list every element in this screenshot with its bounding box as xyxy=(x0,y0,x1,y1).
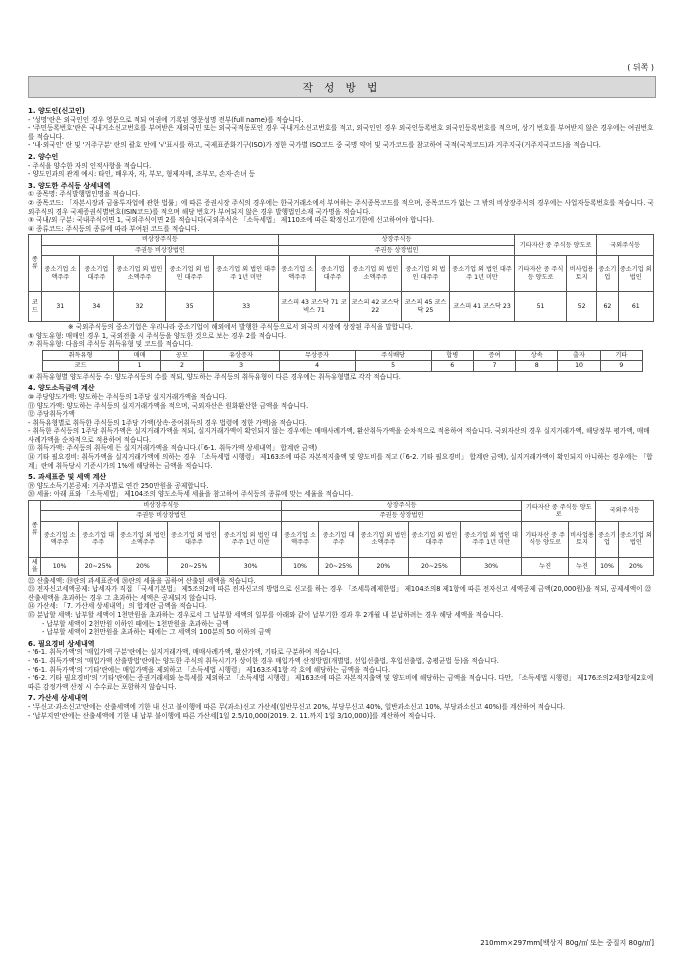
table-cell: 20~25% xyxy=(319,557,359,575)
table-cell: 20% xyxy=(118,557,168,575)
acquisition-type-table xyxy=(42,350,643,372)
table-cell: 7 xyxy=(473,361,515,371)
section-5-line: - 납부할 세액이 2천만원 이하인 때에는 1천만원을 초과하는 금액 xyxy=(42,619,229,628)
table-cell: 주권등 비상장법인 xyxy=(41,245,278,255)
section-6-title: 6. 필요경비 상세내역 xyxy=(28,639,95,648)
table-cell: 20% xyxy=(618,557,653,575)
table-cell: 비사업용 토지 xyxy=(568,521,595,557)
table-cell: 코스피 42 코스닥 22 xyxy=(349,292,401,322)
section-3-title: 3. 양도한 주식등 상세내역 xyxy=(28,181,111,190)
table-cell: 3 xyxy=(203,361,279,371)
table-cell: 중소기업 대주주 xyxy=(319,521,359,557)
table-cell: 중소기업 외 법인 소액주주 xyxy=(349,256,401,292)
table-cell: 51 xyxy=(514,292,566,322)
section-7-title: 7. 가산세 상세내역 xyxy=(28,694,88,703)
section-3-line: ① 종목명: 주식발행법인명을 적습니다. xyxy=(28,190,141,199)
section-5-line: ㉟ 분납할 세액: 납부할 세액이 1천만원을 초과하는 경우로서 그 납부할 세액의 일부를 아래와 같이 납부기한 경과 후 2개월 내 분납하려는 경우 해당 세액을 적습니다. xyxy=(28,611,504,620)
table-cell: 20~25% xyxy=(168,557,220,575)
table-cell: 중소기업 외 법인 대주주 xyxy=(408,521,460,557)
table-cell: 62 xyxy=(597,292,618,322)
section-4-line: ⑩ 주당양도가액: 양도하는 주식등의 1주당 실지거래가액을 적습니다. xyxy=(28,392,227,401)
section-6-line: - '6-1. 취득가액'의 '매입가액 구분'란에는 실지거래가액, 매매사례가액, 환산가액, 기타로 구분하여 적습니다. xyxy=(28,648,341,657)
table-cell: 기타자산 중 주식등 양도로 xyxy=(514,235,596,256)
table-cell: 61 xyxy=(618,292,653,322)
table-cell: 주권등 비상장법인 xyxy=(41,511,281,521)
table-cell: 주권등 상장법인 xyxy=(281,511,521,521)
table-cell: 상장주식등 xyxy=(279,235,515,245)
section-4-line: ⑪ 양도가액: 양도하는 주식등의 실지거래가액을 적으며, 국외자산은 원화환산한 금액을 적습니다. xyxy=(28,401,309,410)
table-cell: 2 xyxy=(161,361,203,371)
table-cell: 기타자산 중 주식등 양도로 xyxy=(522,521,569,557)
table-cell: 10% xyxy=(596,557,619,575)
section-1-line: - '내·외국인' 란 및 '거주구분' 란의 괄호 안에 '√'표시를 하고, 국제표준화기구(ISO)가 정한 국가별 ISO코드 중 국명 약어 및 국가코드를 참고하여 국적(국적코드)과 거주지국(거주지국코드)을 적습니다. xyxy=(28,141,601,150)
table-cell: 32 xyxy=(113,292,165,322)
table-cell: 종류 xyxy=(29,501,41,558)
table-cell: 1 xyxy=(119,361,161,371)
section-2-line: - 주식을 양수한 자의 인적사항을 적습니다. xyxy=(28,161,152,170)
table-cell: 증여 xyxy=(473,350,515,360)
table-cell: 기타자산 중 주식등 양도로 xyxy=(522,501,596,522)
table-cell: 중소기업 외 법인 대주주 1년 미만 xyxy=(220,521,281,557)
table-cell: 6 xyxy=(431,361,473,371)
table-cell: 중소기업 소액주주 xyxy=(41,521,78,557)
tax-rate-table xyxy=(28,500,654,576)
table-cell: 10 xyxy=(558,361,600,371)
table-cell: 매매 xyxy=(119,350,161,360)
section-5-line: ㉓ 전자신고세액공제: 납세자가 직접 「국세기본법」 제5조의2에 따른 전자신고의 방법으로 신고를 하는 경우 「조세특례제한법」 제104조의8 제1항에 따른 전자신고 세액공제 금액(20,000원)을 적되, 공제세액이 ㉒산출세액을 초과하는 경우 그 초과하는 세액은 공제되지 않습니다. xyxy=(28,585,652,602)
section-1-line: - '성명'란은 외국인인 경우 영문으로 적되 여권에 기록된 영문성명 전부(full name)를 적습니다. xyxy=(28,115,304,124)
section-7-line: - '무신고·과소신고'란에는 산출세액에 기한 내 신고 불이행에 따른 무(과소)신고 가산세(일반무신고 20%, 부당무신고 40%, 일반과소신고 10%, 부당과소신고 40%)를 계산하여 적습니다. xyxy=(28,702,566,711)
table-cell: 비상장주식등 xyxy=(41,235,278,245)
table-cell: 주식배당 xyxy=(355,350,431,360)
table-cell: 20% xyxy=(358,557,408,575)
section-1-title: 1. 양도인(신고인) xyxy=(28,107,85,115)
table-cell: 30% xyxy=(460,557,521,575)
instructions-body xyxy=(28,104,654,720)
table-cell: 종류 xyxy=(29,235,42,292)
table-cell: 중소기업 소액주주 xyxy=(281,521,318,557)
table-cell: 중소기업 외 법인 대주주 xyxy=(168,521,220,557)
section-5-line: ⑳ 세율: 아래 표와 「소득세법」 제104조의 양도소득세 세율을 참고하여 주식등의 종류에 맞는 세율을 적습니다. xyxy=(28,490,354,499)
table-cell: 코스피 43 코스닥 71 코넥스 71 xyxy=(279,292,350,322)
section-5-line: - 납부할 세액이 2천만원을 초과하는 때에는 그 세액의 100분의 50 이하의 금액 xyxy=(42,628,271,637)
table-cell: 31 xyxy=(41,292,79,322)
section-4-line: - 취득한 주식등의 1주당 취득가액은 실지거래가액을 적되, 실지거래가액이 확인되지 않는 경우에는 매매사례가액, 환산취득가액을 순차적으로 적용하여 적습니다. 국외자산의 경우 실지거래가액, 해당정부 평가액, 매매사례가액을 순차적으로 적용하여 적습니다. xyxy=(28,427,650,444)
table-cell: 중소기업 대주주 xyxy=(79,256,113,292)
table-cell: 10% xyxy=(281,557,318,575)
table-cell: 중소기업 외 법인 xyxy=(618,521,653,557)
table-cell: 코스피 45 코스닥 25 xyxy=(401,292,449,322)
paper-spec-footer: 210mm×297mm[백상지 80g/㎡ 또는 중질지 80g/㎡] xyxy=(480,939,654,947)
section-4-title: 4. 양도소득금액 계산 xyxy=(28,384,95,393)
table-cell: 5 xyxy=(355,361,431,371)
table-cell: 취득유형 xyxy=(43,350,119,360)
table-cell: 8 xyxy=(516,361,558,371)
table-cell: 기타 xyxy=(600,350,642,360)
table-cell: 중소기업 외 법인 소액주주 xyxy=(113,256,165,292)
back-side-mark: ( 뒤쪽 ) xyxy=(627,63,654,72)
section-5-line: ㉒ 산출세액: ⑲란의 과세표준에 ⑳란의 세율을 곱하여 산출된 세액을 적습니다. xyxy=(28,576,256,585)
table-cell: 비상장주식등 xyxy=(41,501,281,511)
table-cell: 중소기업 xyxy=(597,256,618,292)
table-cell: 20~25% xyxy=(78,557,118,575)
section-6-line: - '6-2. 기타 필요경비'의 '기타'란에는 증권거래세와 농특세를 제외하고 「소득세법 시행령」 제163조에 따른 자본적지출액 및 양도비에 해당하는 금액을 적습니다. 다만, 「소득세법 시행령」 제176조의2제3항제2호에 따른 감정가액 산정 시 수수료는 포함하지 않습니다. xyxy=(28,674,656,691)
section-6-line: - '6-1. 취득가액'의 '매입가액 산출방법'란에는 양도한 주식의 취득시기가 상이한 경우 매입가액 산정방법(개별법, 선입선출법, 후입선출법, 총평균법 등)을 적습니다. xyxy=(28,657,499,665)
table-cell: 중소기업 대주주 xyxy=(78,521,118,557)
table-cell: 유상증자 xyxy=(203,350,279,360)
table-cell: 합병 xyxy=(431,350,473,360)
table-cell: 비사업용 토지 xyxy=(567,256,597,292)
table-cell: 코드 xyxy=(43,361,119,371)
table-cell: 공모 xyxy=(161,350,203,360)
table-cell: 35 xyxy=(165,292,213,322)
section-3-line: ③ 국내/외 구분: 국내주식이면 1, 국외주식이면 2를 적습니다(국외주식은 「소득세법」 제110조에 따른 확정신고기한에 신고하여야 합니다). xyxy=(28,216,434,225)
table-cell: 코드 xyxy=(29,292,42,322)
section-4-line: ⑫ 주당취득가액 xyxy=(28,410,75,419)
table-cell: 상속 xyxy=(516,350,558,360)
section-2-line: - 양도인과의 관계 예시: 타인, 배우자, 자, 부모, 형제자매, 조부모, 손자·손녀 등 xyxy=(28,170,256,179)
section-5-title: 5. 과세표준 및 세액 계산 xyxy=(28,473,107,482)
page-title: 작 성 방 법 xyxy=(28,76,656,98)
table-cell: 33 xyxy=(214,292,279,322)
section-3-line: ② 종목코드: 「자본시장과 금융투자업에 관한 법률」에 따른 증권시장 주식의 경우에는 한국거래소에서 부여하는 주식종목코드를 적으며, 종목코드가 없는 그 밖의 비상장주식의 경우에는 사업자등록번호를 적습니다. 국외주식의 경우 국제증권식별번호(ISIN코드)를 적으며 해당 번호가 부여되지 않은 경우 발행법인소재 국가명을 적습니다. xyxy=(28,198,654,216)
table-cell: 20~25% xyxy=(408,557,460,575)
table-cell: 중소기업 외 법인 대주주 1년 미만 xyxy=(450,256,515,292)
table-cell: 누진 xyxy=(568,557,595,575)
table-cell: 중소기업 대주주 xyxy=(316,256,349,292)
table-cell: 중소기업 외 법인 소액주주 xyxy=(358,521,408,557)
table-cell: 중소기업 외 법인 대주주 xyxy=(401,256,449,292)
table-cell: 상장주식등 xyxy=(281,501,521,511)
stock-type-code-table xyxy=(28,234,654,322)
section-3-line: ⑧ 취득유형별 양도주식등 수: 양도주식등의 수를 적되, 양도하는 주식등의 취득유형이 다른 경우에는 취득유형별로 각각 적습니다. xyxy=(28,372,401,381)
table-cell: 국외주식등 xyxy=(596,501,654,522)
section-4-line: - 취득유형별로 취득한 주식등의 1주당 가액(상속·증여취득의 경우 법령에 정한 가액)을 적습니다. xyxy=(28,418,307,427)
table-cell: 코스피 41 코스닥 23 xyxy=(450,292,515,322)
table-cell: 중소기업 소액주주 xyxy=(41,256,79,292)
table-cell: 10% xyxy=(41,557,78,575)
table-cell: 중소기업 외 법인 xyxy=(618,256,653,292)
table-cell: 무상증자 xyxy=(279,350,355,360)
section-1-line: - '주민등록번호'란은 국내거소신고번호를 부여받은 재외국민 또는 외국국적동포인 경우 국내거소신고번호를 적고, 외국인인 경우 외국인등록번호 외국인등록번호를 적으며, 상기 번호를 부여받지 않은 경우에는 여권번호를 적습니다. xyxy=(28,124,654,141)
table-cell: 국외주식등 xyxy=(597,235,654,256)
table-cell: 출자 xyxy=(558,350,600,360)
section-3-line: ⑤ 양도유형: 매매인 경우 1, 국외전출 시 주식등을 양도한 것으로 보는 경우 2를 적습니다. xyxy=(28,331,287,340)
section-4-line: ⑭ 기타 필요경비: 취득가액을 실지거래가액에 의하는 경우 「소득세법 시행령」 제163조에 따른 자본적지출액 및 양도비를 적고 (「6-2. 기타 필요경비」 합계란 금액), 실지거래가액이 확인되지 아니하는 경우에는 「합계」란에 취득당시 기준시가의 1%에 해당하는 금액을 적습니다. xyxy=(28,453,653,470)
section-5-line: ㉞ 가산세: 「7. 가산세 상세내역」의 합계란 금액을 적습니다. xyxy=(28,602,207,611)
section-3-line: ⑦ 취득유형: 다음의 주식등 취득유형 및 코드를 적습니다. xyxy=(28,340,194,349)
section-6-line: - '6-1. 취득가액'의 '기타'란에는 매입가액을 제외하고 「소득세법 시행령」 제163조제1항 각 호에 해당하는 금액을 적습니다. xyxy=(28,665,391,674)
section-3-line: ④ 종류코드: 주식등의 종류에 따라 부여된 코드를 적습니다. xyxy=(28,224,200,233)
table-cell: 34 xyxy=(79,292,113,322)
table-cell: 기타자산 중 주식등 양도로 xyxy=(514,256,566,292)
section-5-line: ⑲ 양도소득기본공제: 거주자별로 연간 250만원을 공제합니다. xyxy=(28,481,209,490)
table-cell: 9 xyxy=(600,361,642,371)
table-cell: 중소기업 외 법인 대주주 1년 미만 xyxy=(214,256,279,292)
section-4-line: ⑬ 취득가액: 주식등의 취득에 든 실지거래가액을 적습니다.(「6-1. 취득가액 상세내역」 합계란 금액) xyxy=(28,444,318,453)
table-cell: 누진 xyxy=(522,557,569,575)
table-cell: 중소기업 외 법인 대주주 xyxy=(165,256,213,292)
section-7-line: - '납부지연'란에는 산출세액에 기한 내 납부 불이행에 따른 가산세[1일 2.5/10,000(2019. 2. 11.까지 1일 3/10,000)]를 계산하여 적습니다. xyxy=(28,711,436,720)
table-cell: 4 xyxy=(279,361,355,371)
table-cell: 52 xyxy=(567,292,597,322)
table-cell: 중소기업 외 법인 소액주주 xyxy=(118,521,168,557)
table-cell: 중소기업 외 법인 대주주 1년 미만 xyxy=(460,521,521,557)
table-cell: 중소기업 xyxy=(596,521,619,557)
table-note: ※ 국외주식등의 중소기업은 우리나라 중소기업이 해외에서 발행한 주식등으로서 외국의 시장에 상장된 주식을 말합니다. xyxy=(68,323,413,332)
section-2-title: 2. 양수인 xyxy=(28,152,59,161)
table-cell: 주권등 상장법인 xyxy=(279,245,515,255)
table-cell: 세율 xyxy=(29,557,41,575)
table-cell: 30% xyxy=(220,557,281,575)
table-cell: 중소기업 소액주주 xyxy=(279,256,316,292)
